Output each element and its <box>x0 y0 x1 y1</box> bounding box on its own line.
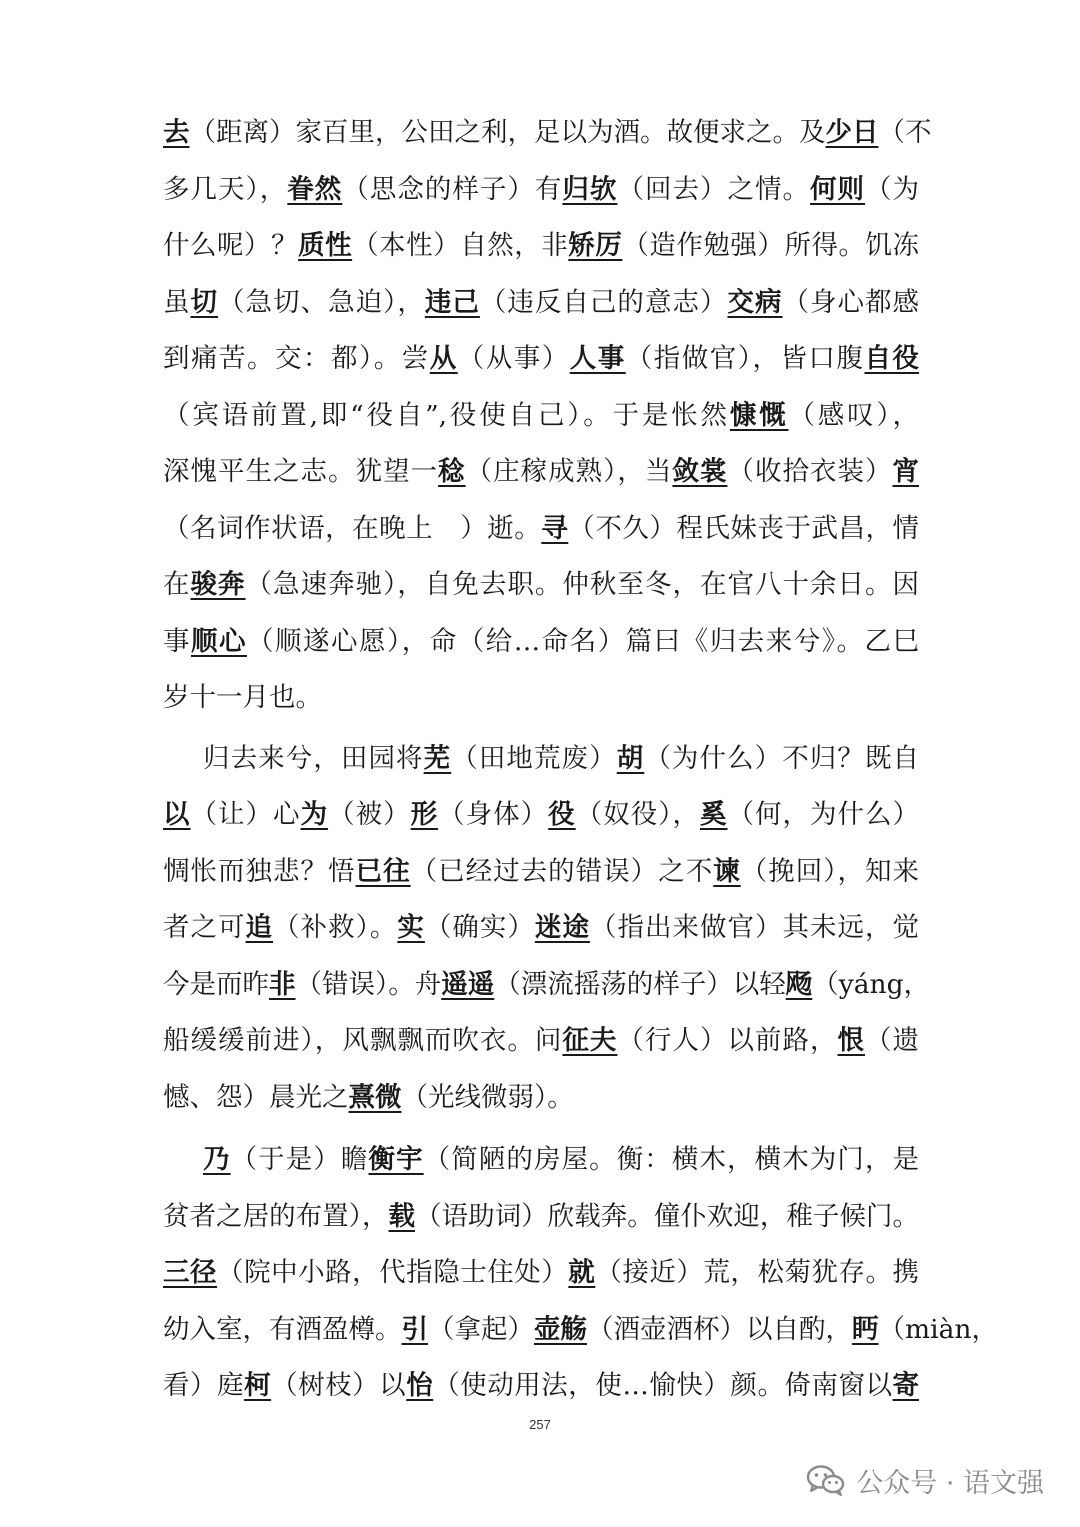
text-segment: 岁十一月也。 <box>163 682 322 713</box>
annotated-term: 三径 <box>163 1257 218 1288</box>
annotated-term: 为 <box>300 799 329 830</box>
text-segment: （违反自己的意志） <box>479 286 728 318</box>
text-segment: （让）心 <box>190 799 301 830</box>
annotated-term: 稔 <box>438 456 466 487</box>
annotated-term: 就 <box>568 1257 596 1288</box>
page-number: 257 <box>529 1417 551 1432</box>
text-segment: （使动用法，使…愉快）颜。倚南窗以 <box>433 1370 893 1401</box>
text-line <box>163 678 919 718</box>
annotated-term: 怡 <box>406 1370 434 1401</box>
wechat-icon <box>806 1464 846 1496</box>
text-segment: 者之可 <box>163 912 246 943</box>
text-segment: （顺遂心愿），命（给…命名）篇曰《归去来兮》。乙巳 <box>247 625 919 657</box>
text-segment: 什么呢）？ <box>163 230 299 261</box>
annotated-term: 从 <box>429 343 458 374</box>
text-segment: （奴役）， <box>575 799 700 830</box>
annotated-term: 眄 <box>852 1313 879 1345</box>
text-line <box>163 452 919 492</box>
text-segment: （miàn， <box>878 1313 998 1345</box>
annotated-term: 柯 <box>244 1370 272 1401</box>
annotated-term: 飏 <box>785 968 813 1000</box>
text-line <box>163 1310 998 1350</box>
annotated-term: 交病 <box>727 286 783 318</box>
annotated-term: 切 <box>190 286 219 318</box>
text-segment: 在 <box>163 569 191 600</box>
annotated-term: 何则 <box>810 173 866 205</box>
annotated-term: 慷慨 <box>729 399 789 431</box>
text-segment: （收拾衣装） <box>727 456 893 487</box>
text-line <box>163 1140 919 1180</box>
text-segment: 贫者之居的布置）， <box>163 1200 389 1232</box>
text-segment: （遗 <box>865 1025 920 1056</box>
text-segment: 看）庭 <box>163 1370 245 1401</box>
text-segment: 幼入室，有酒盈樽。 <box>163 1313 402 1345</box>
annotated-term: 去 <box>163 117 190 148</box>
text-line <box>163 339 919 379</box>
text-line <box>163 396 919 436</box>
annotated-term: 少日 <box>825 117 879 148</box>
text-line <box>163 226 919 266</box>
text-segment: （yáng， <box>812 968 931 1000</box>
annotated-term: 顺心 <box>191 625 247 657</box>
text-line <box>163 565 919 605</box>
text-segment: （确实） <box>424 912 535 943</box>
annotated-term: 芜 <box>423 742 452 774</box>
text-line <box>163 622 919 662</box>
text-segment: （身心都感 <box>782 286 920 318</box>
text-segment: （回去）之情。 <box>617 173 811 205</box>
text-segment: （名词作状语，在晚上 ）逝。 <box>163 512 542 544</box>
annotated-term: 征夫 <box>562 1025 618 1056</box>
annotated-term: 奚 <box>699 799 728 830</box>
text-line <box>163 113 932 153</box>
text-segment: 多几天）， <box>163 173 288 205</box>
annotated-term: 壶觞 <box>534 1313 587 1345</box>
text-segment: （造作勉强）所得。饥冻 <box>622 230 920 261</box>
annotated-term: 寄 <box>892 1370 920 1401</box>
text-segment: （本性）自然，非 <box>352 230 569 261</box>
annotated-term: 敛裳 <box>672 456 728 487</box>
text-line <box>163 170 919 210</box>
text-segment: （感叹）， <box>788 399 920 431</box>
annotated-term: 眷然 <box>287 173 343 205</box>
text-segment: （院中小路，代指隐士住处） <box>217 1257 569 1288</box>
text-line <box>163 1253 919 1293</box>
text-line <box>163 908 919 948</box>
annotated-term: 熹微 <box>348 1081 402 1113</box>
annotated-term: 恨 <box>837 1025 866 1056</box>
text-line <box>163 1197 919 1237</box>
text-segment: 归去来兮，田园将 <box>203 742 424 774</box>
text-line <box>163 852 919 892</box>
text-line <box>163 965 931 1005</box>
annotated-term: 人事 <box>569 343 626 374</box>
text-segment: （酒壶酒杯）以自酌， <box>587 1313 852 1345</box>
text-segment: （不久）程氏妹丧于武昌，情 <box>568 512 920 544</box>
annotated-term: 衡宇 <box>368 1144 424 1175</box>
text-segment: （被） <box>328 799 411 830</box>
text-segment: 今是而昨 <box>163 968 269 1000</box>
watermark-text: 公众号 · 语文强 <box>856 1467 1044 1499</box>
text-segment: （庄稼成熟），当 <box>465 456 673 487</box>
text-segment: （身体） <box>438 799 549 830</box>
annotated-term: 引 <box>401 1313 428 1345</box>
annotated-term: 已往 <box>355 855 411 887</box>
text-segment: （光线微弱）。 <box>401 1081 574 1113</box>
annotated-term: 形 <box>410 799 439 830</box>
text-segment: （拿起） <box>428 1313 534 1345</box>
text-segment: 船缓缓前进），风飘飘而吹衣。问 <box>163 1025 563 1056</box>
text-segment: 事 <box>163 625 191 657</box>
text-segment: （距离）家百里，公田之利，足以为酒。故便求之。及 <box>189 117 826 148</box>
text-segment: （宾语前置,即“役自”,役使自己）。于是怅然 <box>163 399 730 431</box>
text-segment: （已经过去的错误）之不 <box>410 855 714 887</box>
watermark <box>806 1460 1044 1500</box>
annotated-term: 乃 <box>203 1144 231 1175</box>
annotated-term: 非 <box>269 968 296 1000</box>
annotated-term: 违己 <box>424 286 480 318</box>
text-segment: （急速奔驰），自免去职。仲秋至冬，在官八十余日。因 <box>245 569 920 600</box>
text-segment: （接近）荒，松菊犹存。携 <box>595 1257 920 1288</box>
text-segment: （急切、急迫）， <box>218 286 425 318</box>
text-segment: （补救）。 <box>273 912 398 943</box>
annotated-term: 寻 <box>541 512 569 544</box>
text-segment: （错误）。舟 <box>295 968 442 1000</box>
annotated-term: 载 <box>388 1200 416 1232</box>
text-line <box>163 795 919 835</box>
text-segment: 憾、怨）晨光之 <box>163 1081 349 1113</box>
text-line <box>163 1366 919 1406</box>
annotated-term: 谏 <box>713 855 741 887</box>
annotated-term: 质性 <box>298 230 353 261</box>
annotated-term: 役 <box>548 799 576 830</box>
annotated-term: 矫厉 <box>568 230 623 261</box>
text-segment: （思念的样子）有 <box>342 173 563 205</box>
text-line <box>163 509 919 549</box>
text-segment: 到痛苦。交：都）。尝 <box>163 343 430 374</box>
text-segment: （简陋的房屋。衡：横木，横木为门，是 <box>423 1144 920 1175</box>
annotated-term: 骏奔 <box>190 569 246 600</box>
text-line <box>163 283 919 323</box>
annotated-term: 迷途 <box>534 912 590 943</box>
text-line <box>163 739 919 779</box>
text-segment: （行人）以前路， <box>617 1025 838 1056</box>
text-segment: （指出来做官）其未远，觉 <box>589 912 920 943</box>
text-segment: （指做官），皆口腹 <box>625 343 865 374</box>
text-segment: （挽回），知来 <box>740 855 920 887</box>
text-segment: 深愧平生之志。犹望一 <box>163 456 439 487</box>
annotated-term: 遥遥 <box>441 968 495 1000</box>
text-line <box>163 1021 919 1061</box>
annotated-term: 胡 <box>616 742 645 774</box>
annotated-term: 追 <box>245 912 274 943</box>
text-segment: （从事） <box>457 343 570 374</box>
text-segment: （树枝）以 <box>271 1370 407 1401</box>
text-segment: （田地荒废） <box>451 742 617 774</box>
text-segment: 虽 <box>163 286 191 318</box>
text-segment: （语助词）欣载奔。僮仆欢迎，稚子候门。 <box>415 1200 920 1232</box>
text-segment: （漂流摇荡的样子）以轻 <box>494 968 786 1000</box>
text-segment: （何，为什么） <box>727 799 920 830</box>
text-segment: （不 <box>878 117 932 148</box>
text-line <box>163 1078 919 1118</box>
text-segment: （为什么）不归？既自 <box>644 742 920 774</box>
text-segment: 惆怅而独悲？悟 <box>163 855 356 887</box>
text-segment: （为 <box>865 173 920 205</box>
text-segment: （于是）瞻 <box>230 1144 369 1175</box>
annotated-term: 归欤 <box>562 173 618 205</box>
annotated-term: 宵 <box>892 456 920 487</box>
annotated-term: 以 <box>163 799 191 830</box>
annotated-term: 实 <box>397 912 425 943</box>
annotated-term: 自役 <box>864 343 919 374</box>
